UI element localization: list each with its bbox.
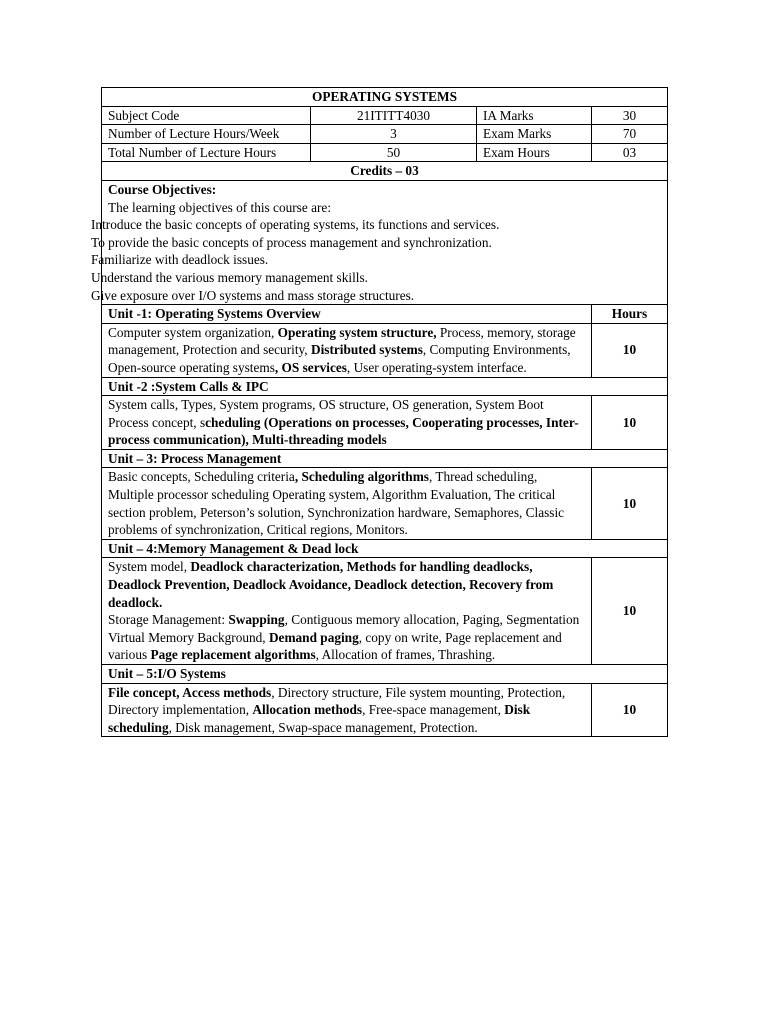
- unit-text-bold: Page replacement algorithms: [150, 647, 316, 663]
- objective-item: Familiarize with deadlock issues.: [91, 252, 269, 268]
- unit-text: System calls, Types, System programs, OS structure, OS generation, System Boot Process concept, s: [108, 397, 544, 430]
- unit-text-bold: Deadlock characterization, Methods for handling deadlocks, Deadlock Prevention, Deadlock Avoidance, Deadlock detection, Recovery from deadlock.: [108, 559, 554, 610]
- unit-title: Unit -1: Operating Systems Overview: [102, 305, 592, 324]
- title-row: [102, 88, 668, 107]
- unit-text: , Computing Environments, Open-source operating systems: [108, 342, 571, 375]
- objective-item: Introduce the basic concepts of operating systems, its functions and services.: [91, 217, 500, 233]
- objective-item: To provide the basic concepts of process management and synchronization.: [91, 234, 492, 250]
- unit-text-bold: File concept, Access methods: [108, 684, 272, 700]
- unit-title: Unit -2 :System Calls & IPC: [102, 377, 668, 396]
- info-label: Subject Code: [102, 106, 311, 125]
- unit-hours: 10: [592, 683, 668, 737]
- unit-text: , Free-space management,: [362, 702, 505, 718]
- unit-content-row: [102, 323, 668, 377]
- unit-text-bold: Operating system structure,: [277, 324, 437, 340]
- info-label: Exam Hours: [477, 143, 592, 162]
- unit-title-row: [102, 305, 668, 324]
- unit-text-bold: Demand paging: [268, 629, 359, 645]
- syllabus-table: [91, 87, 668, 737]
- unit-title-row: [102, 377, 668, 396]
- unit-hours: 10: [592, 558, 668, 665]
- course-title: OPERATING SYSTEMS: [102, 88, 668, 107]
- unit-title: Unit – 3: Process Management: [102, 449, 668, 468]
- unit-text-bold: , Scheduling algorithms: [294, 469, 429, 485]
- unit-content: [102, 558, 592, 665]
- info-value: 30: [592, 106, 668, 125]
- info-value: 3: [311, 125, 477, 144]
- unit-content: [102, 468, 592, 539]
- unit-content-row: [102, 396, 668, 450]
- unit-text: Basic concepts, Scheduling criteria: [108, 469, 295, 485]
- unit-hours: 10: [592, 396, 668, 450]
- info-value: 70: [592, 125, 668, 144]
- objectives-row: [102, 180, 668, 304]
- info-label: Exam Marks: [477, 125, 592, 144]
- unit-content-row: [102, 683, 668, 737]
- info-row: [102, 125, 668, 144]
- unit-text: Computer system organization,: [108, 324, 278, 340]
- unit-title: Unit – 5:I/O Systems: [102, 665, 668, 684]
- unit-text: , Contiguous memory allocation, Paging, Segmentation Virtual Memory Background,: [108, 612, 580, 645]
- unit-content-row: [102, 558, 668, 665]
- unit-content: [102, 683, 592, 737]
- unit-text: , Thread scheduling, Multiple processor scheduling Operating system, Algorithm Evaluation, The critical section problem, Peterson’s solution, Synchronization hardware, Semaphores, Classic problems of synchronization, Critical regions, Monitors.: [108, 469, 565, 538]
- unit-text: , copy on write, Page replacement and various: [108, 629, 562, 663]
- unit-hours: 10: [592, 323, 668, 377]
- credits-row: [102, 162, 668, 181]
- info-value: 21ITITT4030: [311, 106, 477, 125]
- unit-text: , Disk management, Swap-space management, Protection.: [168, 719, 478, 735]
- unit-content: [102, 323, 592, 377]
- objectives-intro: The learning objectives of this course are:: [108, 199, 332, 215]
- unit-text: Storage Management:: [108, 612, 229, 628]
- unit-text: System model,: [108, 559, 191, 575]
- unit-content: [102, 396, 592, 450]
- info-label: Number of Lecture Hours/Week: [102, 125, 311, 144]
- unit-text-bold: , OS services: [274, 359, 347, 375]
- unit-text: Process, memory, storage management, Protection and security,: [108, 324, 576, 358]
- unit-text: , Directory structure, File system mounting, Protection, Directory implementation,: [108, 684, 566, 718]
- unit-text-bold: Distributed systems: [310, 342, 423, 358]
- unit-title: Unit – 4:Memory Management & Dead lock: [102, 539, 668, 558]
- unit-text: , User operating-system interface.: [346, 359, 527, 375]
- unit-text-bold: Allocation methods: [252, 702, 363, 718]
- unit-text-bold: cheduling (Operations on processes, Cooperating processes, Inter-process communication), Multi-threading models: [108, 414, 579, 448]
- hours-header: Hours: [592, 305, 668, 324]
- credits: Credits – 03: [102, 162, 668, 181]
- info-value: 50: [311, 143, 477, 162]
- unit-hours: 10: [592, 468, 668, 539]
- info-label: IA Marks: [477, 106, 592, 125]
- unit-title-row: [102, 449, 668, 468]
- unit-text-bold: Swapping: [228, 612, 285, 628]
- unit-text: , Allocation of frames, Thrashing.: [315, 647, 496, 663]
- unit-title-row: [102, 539, 668, 558]
- unit-text-bold: Disk scheduling: [108, 702, 531, 735]
- unit-content-row: [102, 468, 668, 539]
- objective-item: Give exposure over I/O systems and mass storage structures.: [91, 287, 415, 303]
- info-row: [102, 143, 668, 162]
- unit-title-row: [102, 665, 668, 684]
- info-value: 03: [592, 143, 668, 162]
- objective-item: Understand the various memory management skills.: [91, 269, 368, 285]
- info-label: Total Number of Lecture Hours: [102, 143, 311, 162]
- objectives-heading: Course Objectives:: [108, 181, 217, 197]
- course-objectives: [91, 180, 668, 304]
- info-row: [102, 106, 668, 125]
